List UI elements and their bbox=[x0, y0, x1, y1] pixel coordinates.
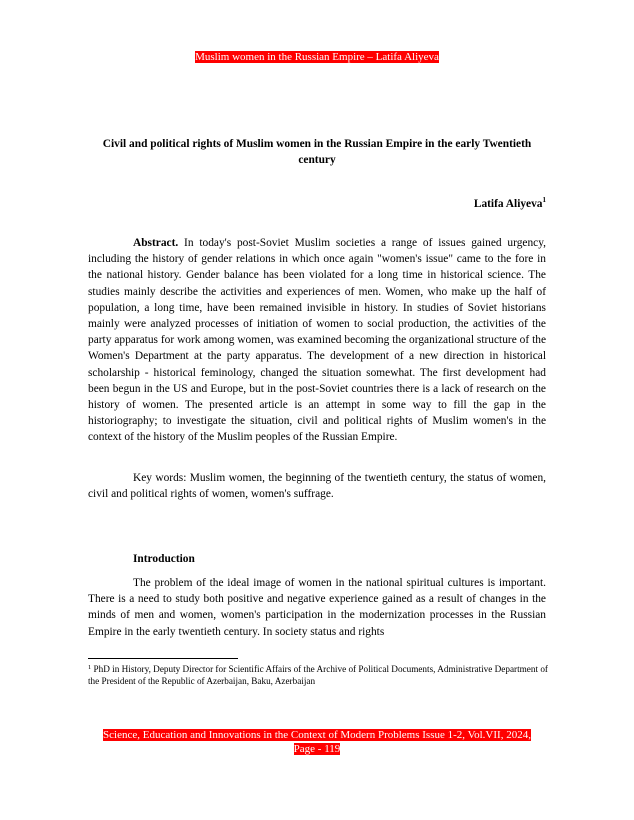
abstract-text: In today's post-Soviet Muslim societies a range of issues gained urgency, including the history of gender relations in which once again "women's issue" came to the fore in the national history. Gender balance has been violated for a long time in historical science. The studies mainly describe the activities and experiences of men. Women, who make up the half of population, a long time, have been remained invisible in history. In studies of Soviet historians mainly were analyzed processes of initiation of women to social production, the activities of the party apparatus for work among women, was examined becoming the organizational structure of the Women's Department at the party apparatus. The development of a new direction in historical scholarship - historical feminology, changed the situation somewhat. The first development had been begun in the US and Europe, but in the post-Soviet countries there is a lack of research on the history of women. The presented article is an attempt in some way to fill the gap in the historiography; to investigate the situation, civil and political rights of Muslim women's in the context of the history of the Muslim peoples of the Russian Empire. bbox=[88, 237, 546, 444]
running-header bbox=[0, 51, 634, 64]
footnote bbox=[88, 663, 558, 687]
footnote-divider bbox=[88, 658, 238, 659]
footnote-text: PhD in History, Deputy Director for Scientific Affairs of the Archive of Political Documents, Administrative Department of the President of the Republic of Azerbaijan, Baku, Azerbaijan bbox=[88, 664, 548, 686]
page-number: Page - 119 bbox=[293, 743, 341, 755]
introduction-paragraph: The problem of the ideal image of women in the national spiritual cultures is important. There is a need to study both positive and negative experience gained as a result of changes in the minds of men and women, women's participation in the modernization processes in the Russian Empire in the early twentieth century. In society status and rights bbox=[88, 577, 546, 638]
abstract-label: Abstract. bbox=[133, 237, 179, 249]
section-heading-introduction: Introduction bbox=[133, 553, 195, 565]
author-line bbox=[88, 196, 546, 212]
keywords-paragraph: Key words: Muslim women, the beginning of the twentieth century, the status of women, civil and political rights of women, women's suffrage. bbox=[88, 472, 546, 501]
abstract-paragraph bbox=[88, 235, 546, 446]
article-title: Civil and political rights of Muslim women in the Russian Empire in the early Twentieth century bbox=[102, 138, 532, 166]
footnote-mark: 1 bbox=[88, 664, 92, 671]
author-name: Latifa Aliyeva bbox=[473, 198, 543, 210]
author-footnote-mark: 1 bbox=[542, 196, 546, 204]
page-footer bbox=[88, 728, 546, 756]
running-title: Muslim women in the Russian Empire – Latifa Aliyeva bbox=[195, 51, 439, 63]
journal-citation: Science, Education and Innovations in the Context of Modern Problems Issue 1-2, Vol.VII, 2024, bbox=[103, 729, 531, 741]
